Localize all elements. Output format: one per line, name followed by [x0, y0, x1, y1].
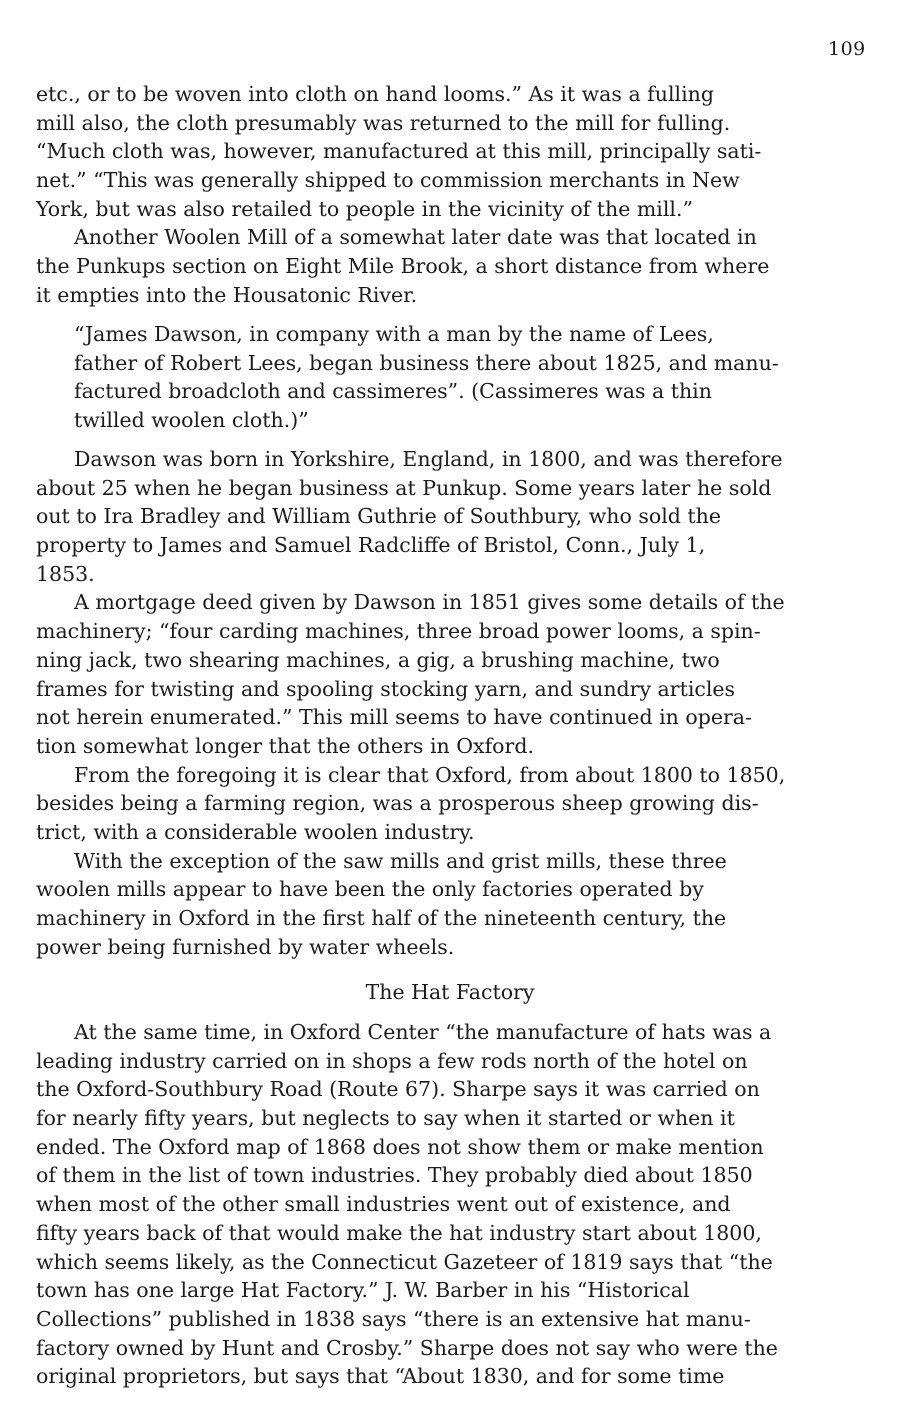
text-line: machinery; “four carding machines, three broad power looms, a spin- [36, 619, 761, 644]
text-line: York, but was also retailed to people in the vicinity of the mill.” [36, 196, 693, 221]
text-line: about 25 when he began business at Punkup. Some years later he sold [36, 475, 772, 500]
text-line: With the exception of the saw mills and grist mills, these three [74, 848, 727, 873]
text-line: besides being a farming region, was a prosperous sheep growing dis- [36, 791, 759, 816]
text-block-hat-factory [36, 1018, 876, 1391]
text-line: ended. The Oxford map of 1868 does not show them or make mention [36, 1134, 764, 1159]
text-line: of them in the list of town industries. They probably died about 1850 [36, 1163, 753, 1188]
quote-line: “James Dawson, in company with a man by the name of Lees, [74, 322, 714, 346]
text-line: original proprietors, but says that “About 1830, and for some time [36, 1364, 725, 1389]
text-line: ning jack, two shearing machines, a gig, a brushing machine, two [36, 647, 720, 672]
section-heading: The Hat Factory [365, 980, 535, 1004]
text-line: mill also, the cloth presumably was returned to the mill for fulling. [36, 110, 731, 135]
text-line: machinery in Oxford in the first half of the nineteenth century, the [36, 906, 727, 930]
text-line: At the same time, in Oxford Center “the manufacture of hats was a [74, 1020, 772, 1044]
text-block-dawson [36, 445, 876, 961]
text-line: not herein enumerated.” This mill seems to have continued in opera- [36, 705, 752, 730]
text-line: power being furnished by water wheels. [36, 934, 455, 959]
text-line: Another Woolen Mill of a somewhat later date was that located in [74, 225, 757, 250]
text-line: Dawson was born in Yorkshire, England, in 1800, and was therefore [74, 447, 783, 471]
text-line: A mortgage deed given by Dawson in 1851 gives some details of the [74, 590, 785, 615]
text-line: tion somewhat longer that the others in Oxford. [36, 733, 534, 758]
text-line: factory owned by Hunt and Crosby.” Sharpe does not say who were the [36, 1335, 778, 1360]
quote-line: father of Robert Lees, began business there about 1825, and manu- [74, 350, 779, 375]
text-line: for nearly fifty years, but neglects to say when it started or when it [36, 1106, 735, 1131]
text-line: it empties into the Housatonic River. [36, 282, 418, 307]
block-quote [36, 320, 876, 435]
text-line: when most of the other small industries went out of existence, and [36, 1192, 731, 1217]
text-line: net.” “This was generally shipped to commission merchants in New [36, 168, 740, 193]
text-line: trict, with a considerable woolen industry. [36, 819, 475, 844]
text-line: frames for twisting and spooling stocking yarn, and sundry articles [36, 676, 736, 701]
text-block-woolen-mills [36, 80, 876, 310]
text-line: property to James and Samuel Radcliffe of Bristol, Conn., July 1, [36, 533, 706, 558]
text-line: the Oxford-Southbury Road (Route 67). Sharpe says it was carried on [36, 1077, 760, 1102]
quote-line: factured broadcloth and cassimeres”. (Cassimeres was a thin [74, 379, 712, 404]
text-line: Collections” published in 1838 says “there is an extensive hat manu- [36, 1306, 751, 1331]
page-number: 109 [828, 38, 866, 60]
text-line: which seems likely, as the Connecticut Gazeteer of 1819 says that “the [36, 1249, 773, 1274]
text-line: woolen mills appear to have been the only factories operated by [36, 877, 704, 902]
text-line: fifty years back of that would make the hat industry start about 1800, [36, 1220, 762, 1245]
text-line: “Much cloth was, however, manufactured at this mill, principally sati- [36, 139, 762, 164]
text-line: etc., or to be woven into cloth on hand looms.” As it was a fulling [36, 82, 714, 106]
quote-line: twilled woolen cloth.)” [74, 408, 309, 433]
text-line: town has one large Hat Factory.” J. W. Barber in his “Historical [36, 1278, 690, 1303]
text-line: leading industry carried on in shops a few rods north of the hotel on [36, 1048, 748, 1073]
text-line: From the foregoing it is clear that Oxford, from about 1800 to 1850, [74, 762, 786, 787]
text-line: the Punkups section on Eight Mile Brook, a short distance from where [36, 254, 770, 279]
text-line: 1853. [36, 561, 95, 586]
text-line: out to Ira Bradley and William Guthrie of Southbury, who sold the [36, 504, 721, 529]
